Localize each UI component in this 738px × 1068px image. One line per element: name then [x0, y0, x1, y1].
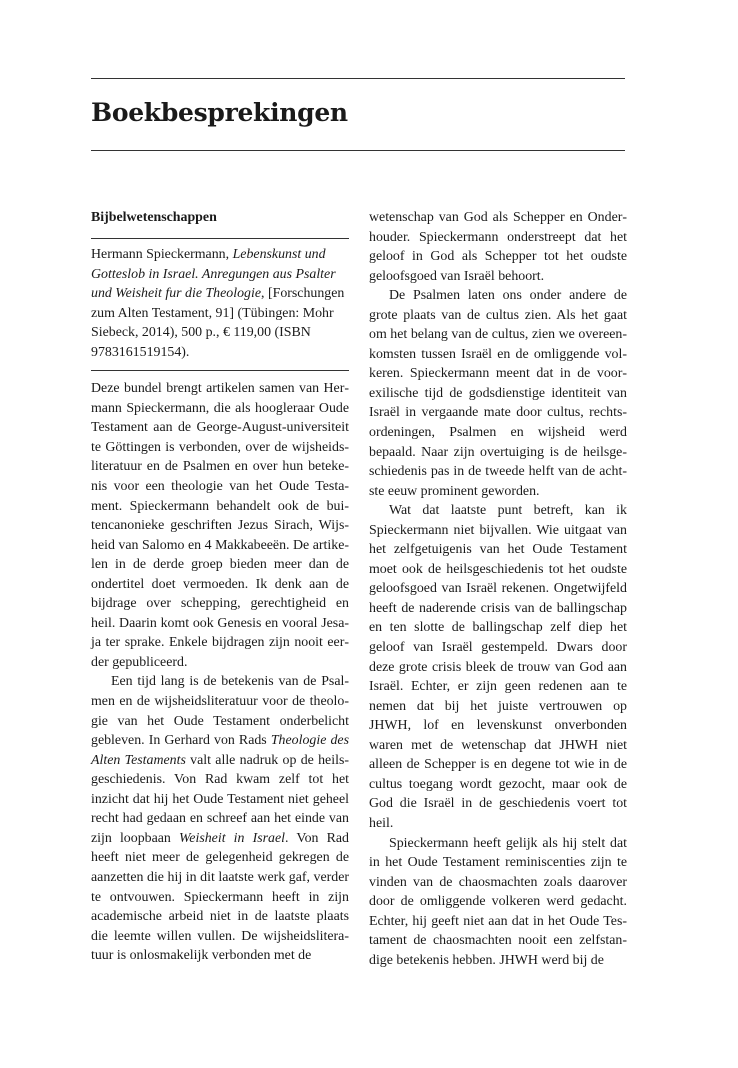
paragraph: De Psalmen laten ons onder andere de grote plaats van de cultus zien. Als het gaat om het belang van de cultus, zien we overeenkomsten tussen Israël en de omliggende volkeren. Spieckermann meent dat in de voorexilische tijd de godsdienstige identiteit van Israël in vergaande mate door cultus, rechtsordeningen, Psalmen en wijsheid werd bepaald. Naar zijn overtuiging is de heilsgeschiedenis pas in de tweede helft van de achtste eeuw prominent geworden.: [369, 288, 627, 499]
right-column: [369, 208, 627, 970]
paragraph: Spieckermann heeft gelijk als hij stelt dat in het Oude Testament reminiscenties zijn te vinden van de chaosmachten zoals daarover door de omliggende volkeren werd gedacht. Echter, hij geeft niet aan dat in het Oude Testament de chaosmachten nooit een zelfstandige betekenis hebben. JHWH werd bij de: [369, 835, 627, 968]
left-column: [91, 208, 349, 966]
paragraph: [91, 672, 349, 965]
text-run: valt alle nadruk op de heilsgeschiedenis. Von Rad kwam zelf tot het inzicht dat hij het Oude Testament niet geheel recht had gedaan en schreef aan het einde van zijn loopbaan: [91, 752, 349, 846]
book-title: Theologie des Alten Testaments: [91, 733, 350, 768]
text-run: . Von Rad heeft niet meer de gelegenheid gekregen de aanzetten die hij in dit laatste werk gaf, verder te ontvouwen. Spieckermann heeft in zijn academische arbeid niet in de laatste plaats die leemte willen vullen. De wijsheidsliteratuur is onlosmakelijk verbonden met de: [91, 830, 349, 964]
page-title: Boekbesprekingen: [91, 98, 348, 127]
section-heading: Bijbelwetenschappen: [91, 210, 217, 225]
book-title: Weisheit in Israel: [179, 830, 286, 846]
citation-author: Hermann Spieckermann,: [91, 247, 233, 262]
title-rule: [91, 150, 625, 151]
paragraph: wetenschap van God als Schepper en Onderhouder. Spieckermann onderstreept dat het geloof in God als Schepper tot het oudste geloofsgoed van Israël behoort.: [369, 210, 627, 284]
paragraph: Deze bundel brengt artikelen samen van Hermann Spieckermann, die als hoogleraar Oude Testament aan de George-August-universiteit te Göttingen is verbonden, over de wijsheidsliteratuur en de Psalmen en over hun betekenis voor een theologie van het Oude Testament. Spieckermann behandelt ook de buitencanonieke geschriften Jezus Sirach, Wijsheid van Salomo en 4 Makkabeeën. De artikelen in de derde groep bieden meer dan de ondertitel doet vermoeden. Ik denk aan de bijdrage over schepping, gerechtigheid en heil. Daarin komt ook Genesis en vooral Jesaja ter sprake. Enkele bijdragen zijn nooit eerder gepubliceerd.: [91, 381, 349, 670]
book-citation: [91, 245, 349, 362]
text-run: Een tijd lang is de betekenis van de Psalmen en de wijsheidsliteratuur voor de theologie van het Oude Testament onderbelicht gebleven. In Gerhard von Rads: [91, 674, 349, 749]
citation-rule: [91, 370, 349, 371]
citation-details: , [Forschungen zum Alten Testament, 91] (Tübingen: Mohr Siebeck, 2014), 500 p., € 119,00 (ISBN 9783161519154).: [91, 286, 345, 360]
citation-title: Lebenskunst und Gotteslob in Israel. Anregungen aus Psalter und Weisheit fur die Theologie: [91, 247, 336, 302]
heading-rule: [91, 238, 349, 239]
top-rule: [91, 78, 625, 79]
paragraph: Wat dat laatste punt betreft, kan ik Spieckermann niet bijvallen. Wie uitgaat van het zelfgetuigenis van het Oude Testament moet ook de heilsgeschiedenis tot het oudste geloofsgoed van Israël rekenen. Ongetwijfeld heeft de naderende crisis van de ballingschap en ten slotte de ballingschap zelf diep het geloof van Israël gestempeld. Dwars door deze grote crisis bleek de trouw van God aan Israël. Echter, er zijn geen redenen aan te nemen dat bij het juiste vertrouwen op JHWH, lof en levenskunst onverbonden waren met de wetenschap dat JHWH niet alleen de Schepper is en degene tot wie in de cultus toegang wordt gezocht, maar ook de God die Israël in de geschiedenis voert tot heil.: [369, 503, 627, 831]
